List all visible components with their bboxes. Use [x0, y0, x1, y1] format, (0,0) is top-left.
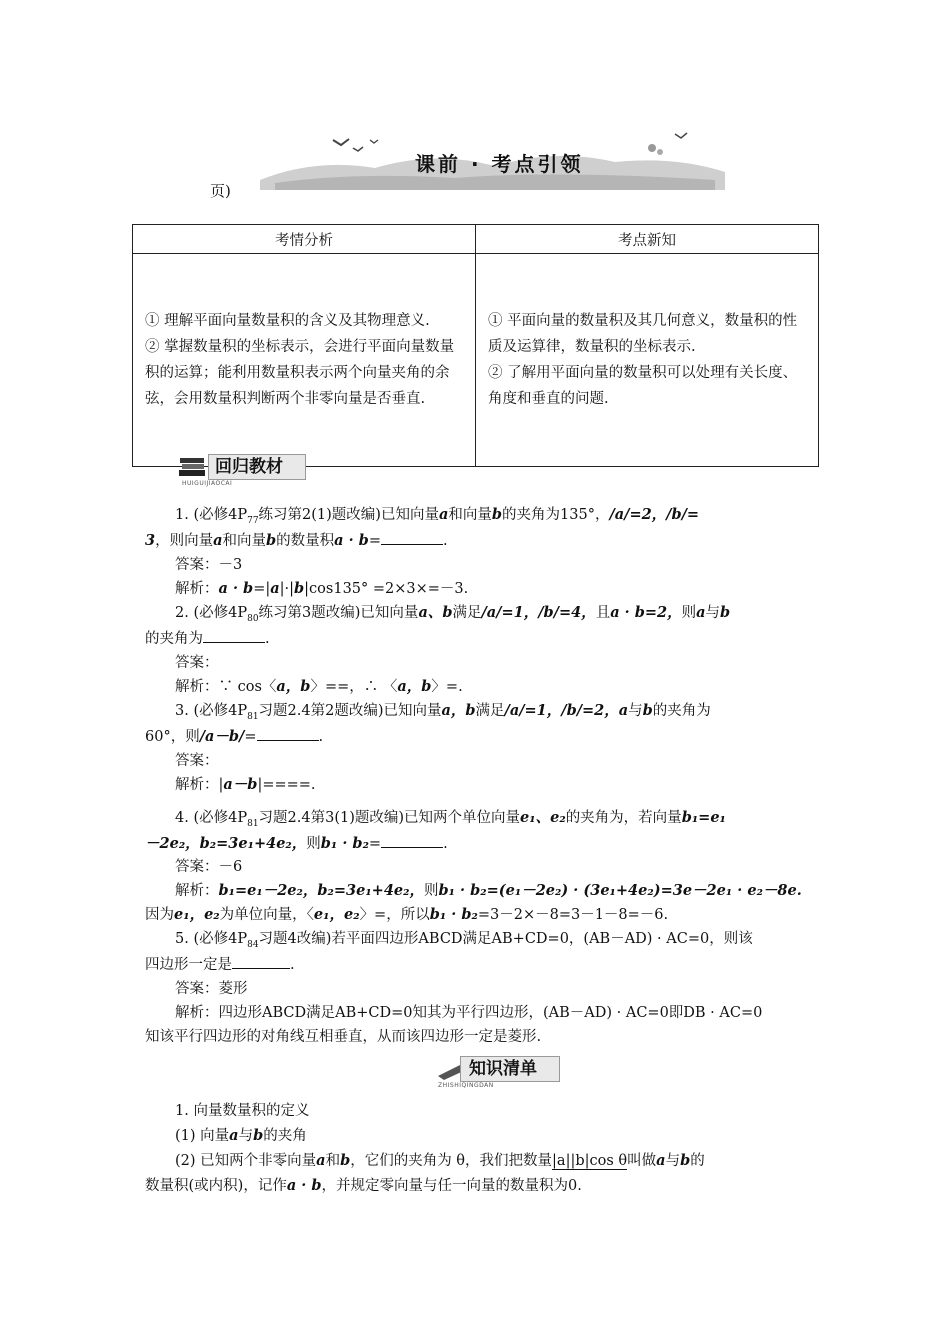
- bird-icon: [675, 133, 687, 138]
- question-4-line-1: 4. (必修$4P_{81}$习题2.4第3(1)题改编)已知两个单位向量e₁、e₂的夹角为，若向量b₁=e₁: [175, 809, 726, 829]
- solution-4-line-2: 因为e₁，e₂为单位向量，〈e₁，e₂〉=，所以b₁ · b₂=3－2×－8=3－1－8=－6.: [145, 906, 669, 923]
- knowledge-item: ① 平面向量的数量积及其几何意义，数量积的性质及运算律，数量积的坐标表示.: [488, 313, 798, 355]
- answer-blank: [381, 530, 443, 545]
- question-2-line-2: 的夹角为 .: [145, 628, 810, 649]
- solution-5-line-1: 解析：四边形ABCD满足AB+CD=0知其为平行四边形，(AB－AD) · AC=0即DB · AC=0: [175, 1005, 763, 1021]
- bird-icon: [333, 139, 349, 145]
- knowledge-item: ② 了解用平面向量的数量积可以处理有关长度、角度和垂直的问题.: [488, 365, 798, 407]
- table-header-new-knowledge: 考点新知: [476, 225, 819, 254]
- answer-blank: [203, 628, 265, 643]
- bird-icon: [370, 140, 378, 143]
- books-icon: [178, 454, 208, 480]
- analysis-item: ② 掌握数量积的坐标表示，会进行平面向量数量积的运算；能利用数量积表示两个向量夹角的余弦，会用数量积判断两个非零向量是否垂直.: [145, 339, 455, 407]
- section-pinyin: HUIGUIJIAOCAI: [182, 480, 233, 487]
- answer-1: 答案：－3: [175, 557, 243, 573]
- knowledge-line-2: (2) 已知两个非零向量a和b，它们的夹角为 θ，我们把数量|a||b|cos θ叫做a与b的: [175, 1152, 705, 1169]
- answer-2: 答案：: [175, 655, 219, 671]
- question-3-line-1: 3. (必修$4P_{81}$习题2.4第2题改编)已知向量a，b满足/a/=1，/b/=2，a与b的夹角为: [175, 702, 711, 722]
- answer-blank: [257, 726, 319, 741]
- section-tag-knowledge: [436, 1054, 556, 1090]
- answer-5: 答案：菱形: [175, 981, 248, 997]
- question-4-line-2: －2e₂，b₂=3e₁+4e₂，则b₁ · b₂= .: [145, 835, 448, 852]
- question-3-line-2: 60°，则/a－b/= .: [145, 728, 324, 745]
- question-1-line-1: 1. (必修$4P_{77}$练习第2(1)题改编)已知向量a和向量b的夹角为135°，/a/=2，/b/=: [175, 506, 700, 526]
- solution-1: 解析：a · b=|a|·|b|cos135° =2×3×=－3.: [175, 580, 469, 597]
- table-header-analysis: 考情分析: [133, 225, 476, 254]
- answer-blank: [381, 833, 443, 848]
- banner-title: 课前 · 考点引领: [415, 152, 584, 176]
- knowledge-line-1: (1) 向量a与b的夹角: [175, 1127, 307, 1144]
- answer-blank: [232, 954, 290, 969]
- solution-5-line-2: 知该平行四边形的对角线互相垂直，从而该四边形一定是菱形.: [145, 1029, 542, 1045]
- analysis-item: ① 理解平面向量数量积的含义及其物理意义.: [145, 313, 430, 329]
- analysis-table: [132, 224, 819, 467]
- bird-icon: [353, 147, 363, 151]
- question-5-line-1: 5. (必修$4P_{84}$习题4改编)若平面四边形ABCD满足AB+CD=0，(AB－AD) · AC=0，则该: [175, 931, 753, 950]
- page-fragment: 页): [210, 182, 231, 200]
- answer-3: 答案：: [175, 753, 219, 769]
- question-1-line-2: 3，则向量a和向量b的数量积a · b= .: [145, 532, 448, 549]
- section-title: 回归教材: [208, 454, 306, 480]
- section-tag-review: [178, 452, 303, 488]
- knowledge-line-3: 数量积(或内积)，记作a · b，并规定零向量与任一向量的数量积为0.: [145, 1177, 582, 1194]
- section-title: 知识清单: [460, 1056, 560, 1082]
- answer-4: 答案：－6: [175, 859, 243, 875]
- question-5-line-2: 四边形一定是 .: [145, 954, 810, 975]
- solution-2: 解析：∵ cos〈a，b〉==，∴ 〈a，b〉=.: [175, 678, 463, 695]
- section-pinyin: ZHISHIQINGDAN: [438, 1082, 494, 1089]
- question-2-line-1: 2. (必修$4P_{80}$练习第3题改编)已知向量a、b满足/a/=1，/b/=4，且a · b=2，则a与b: [175, 604, 731, 624]
- solution-3: 解析：|a－b|====.: [175, 776, 316, 793]
- solution-4-line-1: 解析：b₁=e₁－2e₂，b₂=3e₁+4e₂，则b₁ · b₂=(e₁－2e₂) · (3e₁+4e₂)=3e－2e₁ · e₂－8e.: [175, 882, 802, 899]
- knowledge-heading-1: 1. 向量数量积的定义: [175, 1103, 310, 1119]
